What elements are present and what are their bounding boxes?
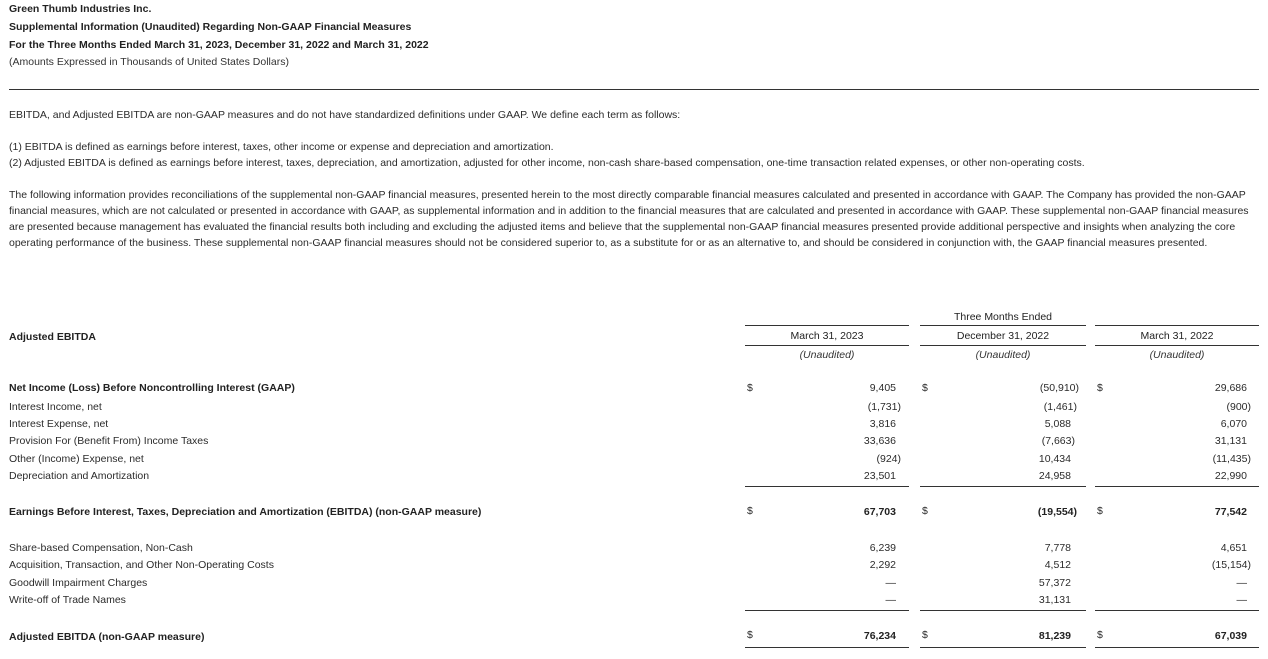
cell-income-taxes-dec-2022: (7,663) (1041, 435, 1075, 447)
col1-header-rule (745, 345, 909, 346)
report-units: (Amounts Expressed in Thousands of United States Dollars) (9, 56, 289, 68)
currency-symbol: $ (922, 629, 928, 641)
subtotal-rule (745, 486, 909, 487)
group-header: Three Months Ended (953, 311, 1053, 323)
cell-adjusted-ebitda-dec-2022: 81,239 (1038, 630, 1071, 642)
subtotal-rule (920, 486, 1086, 487)
cell-other-income-mar-2022: (11,435) (1212, 453, 1251, 465)
col3-header-rule (1095, 345, 1259, 346)
currency-symbol: $ (747, 629, 753, 641)
row-label-interest-income: Interest Income, net (9, 401, 102, 413)
cell-share-based-comp-mar-2022: 4,651 (1220, 542, 1247, 554)
col1-top-rule (745, 325, 909, 326)
column-sub-mar-2023: (Unaudited) (799, 349, 855, 361)
definition-ebitda: (1) EBITDA is defined as earnings before interest, taxes, other income or expense and depreciation and amortization. (9, 141, 554, 153)
total-double-rule (745, 647, 909, 648)
cell-goodwill-mar-2023: — (885, 577, 896, 589)
currency-symbol: $ (747, 505, 753, 517)
cell-write-off-mar-2022: — (1236, 594, 1247, 606)
cell-write-off-mar-2023: — (885, 594, 896, 606)
currency-symbol: $ (922, 505, 928, 517)
col3-top-rule (1095, 325, 1259, 326)
total-double-rule (1095, 647, 1259, 648)
table-title: Adjusted EBITDA (9, 331, 96, 343)
cell-write-off-dec-2022: 31,131 (1038, 594, 1071, 606)
col2-header-rule (920, 345, 1086, 346)
cell-net-income-mar-2023: 9,405 (869, 382, 896, 394)
total-double-rule (920, 647, 1086, 648)
cell-other-income-dec-2022: 10,434 (1038, 453, 1071, 465)
row-label-share-based-comp: Share-based Compensation, Non-Cash (9, 542, 193, 554)
definition-adjusted-ebitda: (2) Adjusted EBITDA is defined as earnings before interest, taxes, depreciation, and amortization, adjusted for other income, non-cash share-based compensation, one-time transaction related expenses, or other non-operating costs. (9, 157, 1085, 169)
currency-symbol: $ (1097, 629, 1103, 641)
column-sub-mar-2022: (Unaudited) (1149, 349, 1205, 361)
cell-income-taxes-mar-2023: 33,636 (863, 435, 896, 447)
cell-net-income-mar-2022: 29,686 (1214, 382, 1247, 394)
cell-interest-income-dec-2022: (1,461) (1043, 401, 1077, 413)
currency-symbol: $ (1097, 382, 1103, 394)
cell-acquisition-costs-mar-2023: 2,292 (869, 559, 896, 571)
row-label-acquisition-costs: Acquisition, Transaction, and Other Non-Operating Costs (9, 559, 274, 571)
cell-income-taxes-mar-2022: 31,131 (1214, 435, 1247, 447)
cell-interest-expense-dec-2022: 5,088 (1044, 418, 1071, 430)
report-title: Supplemental Information (Unaudited) Regarding Non-GAAP Financial Measures (9, 21, 412, 33)
cell-interest-expense-mar-2022: 6,070 (1220, 418, 1247, 430)
column-header-mar-2022: March 31, 2022 (1140, 330, 1214, 342)
row-label-trade-names-write-off: Write-off of Trade Names (9, 594, 126, 606)
reconciliation-paragraph: The following information provides reconciliations of the supplemental non-GAAP financial measures, presented herein to the most directly comparable financial measures calculated and presented in accordance with GAAP. The Company has provided the non-GAAP financial measures, which are not calculated or presented in accordance with GAAP, as supplemental information and in addition to the financial measures that are calculated and presented in accordance with GAAP. These supplemental non-GAAP financial measures are presented because management has evaluated the financial results both including and excluding the adjusted items and believe that the supplemental non-GAAP financial measures presented provide additional perspective and insights when analyzing the core operating performance of the business. These supplemental non-GAAP financial measures should not be considered superior to, as a substitute for or as an alternative to, and should be considered in conjunction with, the GAAP financial measures presented. (9, 189, 1249, 249)
total-rule (920, 610, 1086, 611)
currency-symbol: $ (1097, 505, 1103, 517)
cell-adjusted-ebitda-mar-2022: 67,039 (1214, 630, 1247, 642)
cell-net-income-dec-2022: (50,910) (1039, 382, 1079, 394)
cell-goodwill-mar-2022: — (1236, 577, 1247, 589)
cell-ebitda-mar-2023: 67,703 (863, 506, 896, 518)
row-label-net-income: Net Income (Loss) Before Noncontrolling Interest (GAAP) (9, 382, 295, 394)
cell-depreciation-dec-2022: 24,958 (1038, 470, 1071, 482)
row-label-ebitda: Earnings Before Interest, Taxes, Depreciation and Amortization (EBITDA) (non-GAAP measure) (9, 506, 482, 518)
currency-symbol: $ (747, 382, 753, 394)
cell-share-based-comp-dec-2022: 7,778 (1044, 542, 1071, 554)
cell-adjusted-ebitda-mar-2023: 76,234 (863, 630, 896, 642)
column-sub-dec-2022: (Unaudited) (975, 349, 1031, 361)
row-label-goodwill-impairment: Goodwill Impairment Charges (9, 577, 148, 589)
cell-acquisition-costs-dec-2022: 4,512 (1044, 559, 1071, 571)
cell-share-based-comp-mar-2023: 6,239 (869, 542, 896, 554)
row-label-income-taxes: Provision For (Benefit From) Income Taxes (9, 435, 209, 447)
cell-goodwill-dec-2022: 57,372 (1038, 577, 1071, 589)
cell-interest-income-mar-2022: (900) (1226, 401, 1251, 413)
cell-interest-income-mar-2023: (1,731) (867, 401, 901, 413)
cell-interest-expense-mar-2023: 3,816 (869, 418, 896, 430)
subtotal-rule (1095, 486, 1259, 487)
row-label-interest-expense: Interest Expense, net (9, 418, 109, 430)
total-rule (745, 610, 909, 611)
group-header-rule (920, 325, 1086, 326)
header-divider (9, 89, 1259, 90)
row-label-adjusted-ebitda: Adjusted EBITDA (non-GAAP measure) (9, 631, 205, 643)
column-header-mar-2023: March 31, 2023 (790, 330, 864, 342)
company-name: Green Thumb Industries Inc. (9, 3, 152, 15)
row-label-other-income: Other (Income) Expense, net (9, 453, 144, 465)
cell-depreciation-mar-2023: 23,501 (863, 470, 896, 482)
cell-acquisition-costs-mar-2022: (15,154) (1211, 559, 1251, 571)
report-period: For the Three Months Ended March 31, 2023, December 31, 2022 and March 31, 2022 (9, 39, 429, 51)
column-header-dec-2022: December 31, 2022 (956, 330, 1050, 342)
cell-ebitda-mar-2022: 77,542 (1214, 506, 1247, 518)
cell-other-income-mar-2023: (924) (876, 453, 901, 465)
row-label-depreciation: Depreciation and Amortization (9, 470, 150, 482)
currency-symbol: $ (922, 382, 928, 394)
cell-ebitda-dec-2022: (19,554) (1037, 506, 1077, 518)
intro-paragraph: EBITDA, and Adjusted EBITDA are non-GAAP measures and do not have standardized definitions under GAAP. We define each term as follows: (9, 109, 681, 121)
total-rule (1095, 610, 1259, 611)
cell-depreciation-mar-2022: 22,990 (1214, 470, 1247, 482)
